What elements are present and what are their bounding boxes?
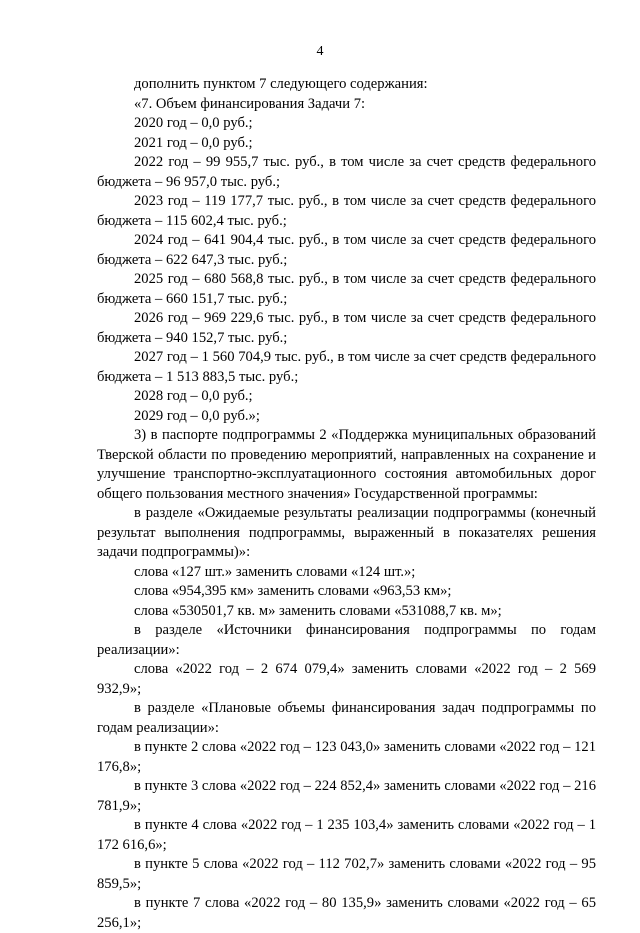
paragraph-section-funding-sources: в разделе «Источники финансирования подпрограммы по годам реализации»: xyxy=(97,622,596,658)
paragraph-year-2026: 2026 год – 969 229,6 тыс. руб., в том числе за счет средств федерального бюджета – 940 152,7 тыс. руб.; xyxy=(97,310,596,346)
paragraph-year-2029: 2029 год – 0,0 руб.»; xyxy=(134,407,260,424)
page-number: 4 xyxy=(316,44,324,59)
paragraph-year-2027: 2027 год – 1 560 704,9 тыс. руб., в том числе за счет средств федерального бюджета – 1 513 883,5 тыс. руб.; xyxy=(97,349,596,385)
paragraph-year-2028: 2028 год – 0,0 руб.; xyxy=(134,388,253,404)
paragraph-intro: дополнить пунктом 7 следующего содержания: xyxy=(134,76,428,92)
paragraph-year-2020: 2020 год – 0,0 руб.; xyxy=(134,115,253,131)
paragraph-point-2: в пункте 2 слова «2022 год – 123 043,0» заменить словами «2022 год – 121 176,8»; xyxy=(97,739,596,775)
paragraph-point-4: в пункте 4 слова «2022 год – 1 235 103,4» заменить словами «2022 год – 1 172 616,6»; xyxy=(97,817,596,853)
paragraph-year-2024: 2024 год – 641 904,4 тыс. руб., в том числе за счет средств федерального бюджета – 622 647,3 тыс. руб.; xyxy=(97,232,596,268)
paragraph-point-5: в пункте 5 слова «2022 год – 112 702,7» заменить словами «2022 год – 95 859,5»; xyxy=(97,856,596,892)
paragraph-replace-funding-2022: слова «2022 год – 2 674 079,4» заменить словами «2022 год – 2 569 932,9»; xyxy=(97,661,596,697)
paragraph-year-2023: 2023 год – 119 177,7 тыс. руб., в том числе за счет средств федерального бюджета – 115 602,4 тыс. руб.; xyxy=(97,193,596,229)
paragraph-replace-sqm: слова «530501,7 кв. м» заменить словами «531088,7 кв. м»; xyxy=(134,602,502,619)
paragraph-section-expected-results: в разделе «Ожидаемые результаты реализации подпрограммы (конечный результат выполнения подпрограммы, выраженный в показателях решения задачи подпрограммы)»: xyxy=(97,505,596,560)
paragraph-year-2022: 2022 год – 99 955,7 тыс. руб., в том числе за счет средств федерального бюджета – 96 957,0 тыс. руб.; xyxy=(97,154,596,190)
paragraph-item-3: 3) в паспорте подпрограммы 2 «Поддержка муниципальных образований Тверской области по проведению мероприятий, направленных на сохранение и улучшение транспортно-эксплуатационного состояния автомобильных дорог общего пользования местного значения» Государственной программы: xyxy=(97,427,596,502)
paragraph-task7-heading: «7. Объем финансирования Задачи 7: xyxy=(134,95,366,112)
paragraph-replace-km: слова «954,395 км» заменить словами «963,53 км»; xyxy=(134,583,452,599)
paragraph-year-2025: 2025 год – 680 568,8 тыс. руб., в том числе за счет средств федерального бюджета – 660 151,7 тыс. руб.; xyxy=(97,271,596,307)
paragraph-year-2021: 2021 год – 0,0 руб.; xyxy=(134,134,253,151)
paragraph-point-3: в пункте 3 слова «2022 год – 224 852,4» заменить словами «2022 год – 216 781,9»; xyxy=(97,778,596,814)
paragraph-point-7: в пункте 7 слова «2022 год – 80 135,9» заменить словами «2022 год – 65 256,1»; xyxy=(97,895,596,931)
document-body xyxy=(97,75,596,933)
paragraph-section-planned-volumes: в разделе «Плановые объемы финансирования задач подпрограммы по годам реализации»: xyxy=(97,700,596,736)
paragraph-replace-pieces: слова «127 шт.» заменить словами «124 шт.»; xyxy=(134,563,416,580)
